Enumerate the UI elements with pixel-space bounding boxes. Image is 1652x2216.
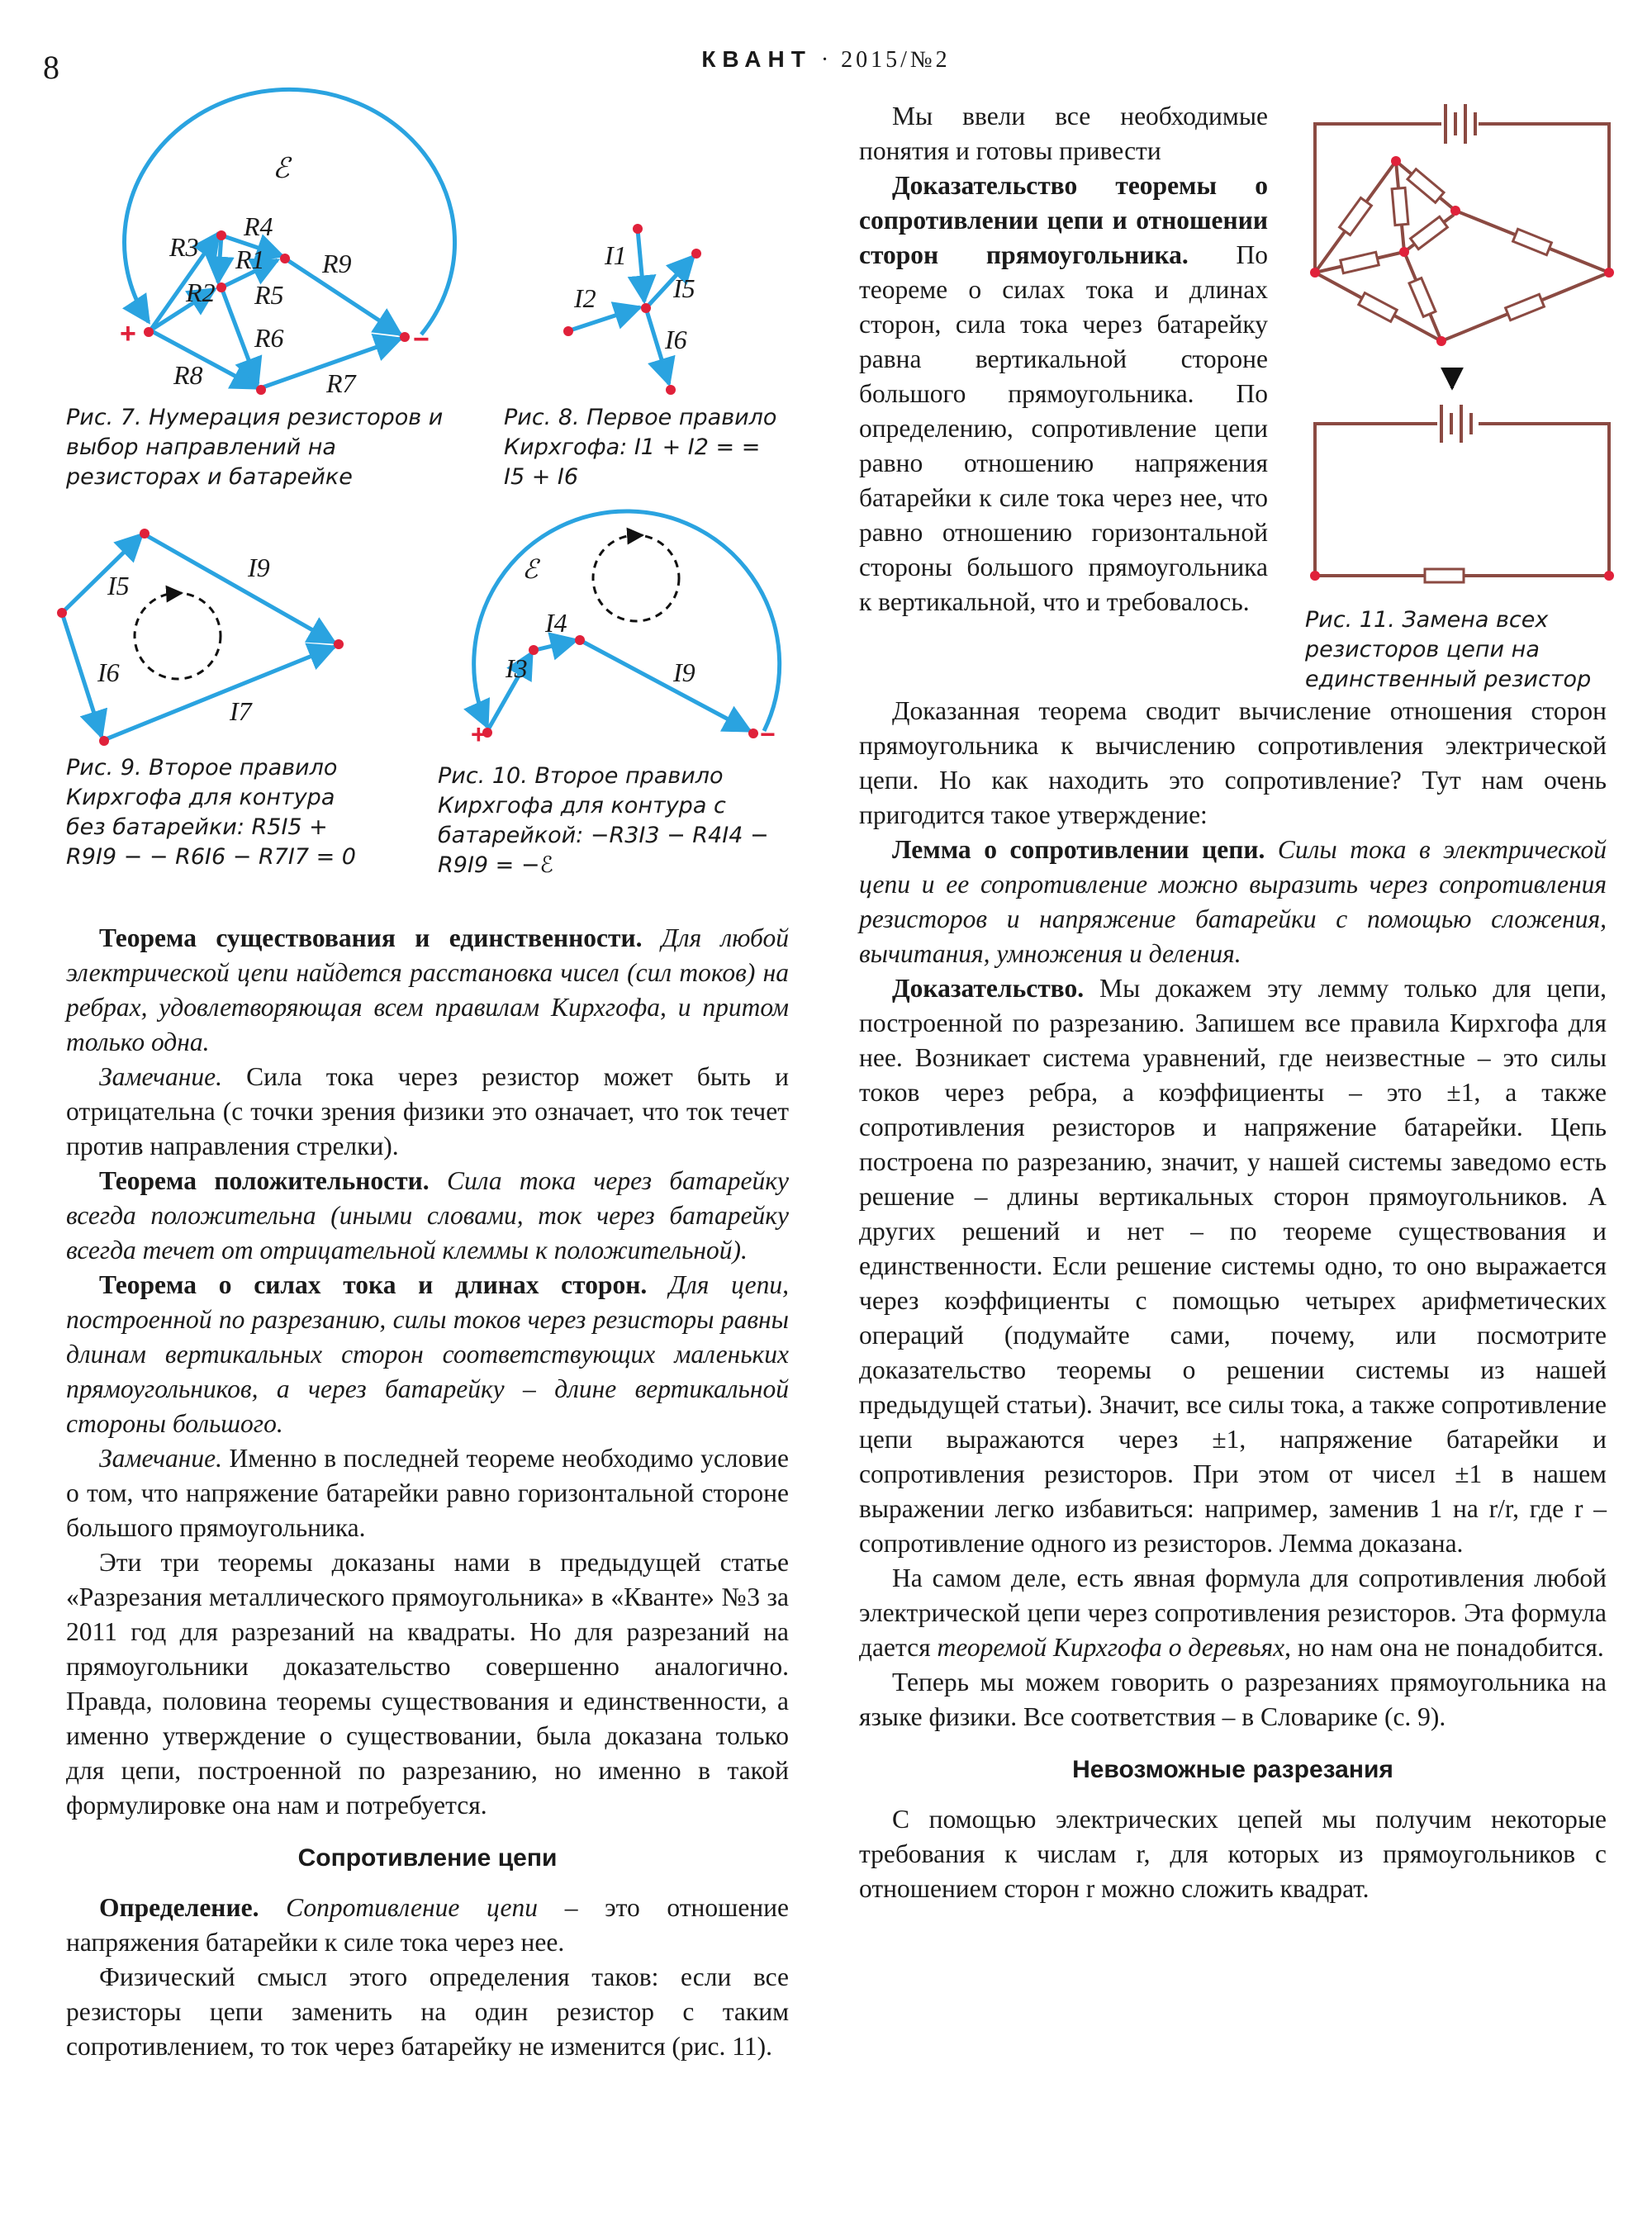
kirchhoff-tree-theorem: теоремой Кирхгофа о деревьях bbox=[937, 1633, 1285, 1662]
wire-i1 bbox=[638, 230, 644, 301]
right-column bbox=[859, 694, 1607, 1906]
figure-10 bbox=[463, 516, 793, 756]
figure-9 bbox=[50, 520, 363, 752]
node bbox=[691, 249, 701, 259]
resistor bbox=[1411, 216, 1448, 249]
loop-circle bbox=[593, 535, 679, 621]
node bbox=[575, 635, 585, 645]
figure-8 bbox=[545, 215, 727, 396]
node-plus bbox=[144, 327, 154, 337]
figure-11 bbox=[1305, 91, 1627, 586]
theorem-title: Теорема существования и единственности. bbox=[99, 923, 643, 952]
battery-symbol-top bbox=[1446, 104, 1475, 144]
label-i3: I3 bbox=[506, 653, 528, 683]
loop-circle bbox=[135, 593, 221, 679]
figure-10-diagram bbox=[463, 516, 793, 756]
paragraph-intro: Мы ввели все необходимые понятия и готовы привести bbox=[859, 102, 1268, 165]
node bbox=[1399, 247, 1409, 257]
node bbox=[1310, 571, 1320, 581]
node bbox=[1436, 336, 1446, 346]
figure-7-caption: Рис. 7. Нумерация резисторов и выбор направлений на резисторах и батарейке bbox=[66, 405, 444, 490]
proof-theorem-resistance bbox=[859, 168, 1268, 619]
figure-10-caption: Рис. 10. Второе правило Кирхгофа для контура с батарейкой: −R3I3 − R4I4 − R9I9 = −ℰ bbox=[438, 763, 769, 878]
resistor bbox=[1513, 229, 1552, 254]
figure-11-caption: Рис. 11. Замена всех резисторов цепи на единственный резистор bbox=[1305, 607, 1592, 692]
paragraph-requirements: С помощью электрических цепей мы получим некоторые требования к числам r, для которых из прямоугольников с отношением сторон r можно сложить квадрат. bbox=[859, 1805, 1607, 1903]
battery-symbol-bottom bbox=[1441, 405, 1471, 443]
node bbox=[1450, 206, 1460, 216]
remark-text: Именно в последней теореме необходимо условие о том, что напряжение батарейки равно горизонтальной стороне большого прямоугольника. bbox=[66, 1444, 789, 1542]
label-r5: R5 bbox=[254, 280, 284, 310]
label-i1: I1 bbox=[605, 240, 627, 270]
node bbox=[641, 303, 651, 313]
wire-i9 bbox=[145, 534, 335, 643]
simplified-circuit bbox=[1315, 424, 1609, 576]
right-column-top bbox=[859, 99, 1268, 619]
node bbox=[1604, 571, 1614, 581]
label-r6: R6 bbox=[254, 323, 284, 353]
wire-r1 bbox=[218, 235, 221, 282]
node bbox=[57, 608, 67, 618]
label-i5: I5 bbox=[673, 273, 695, 303]
resistor bbox=[1359, 293, 1397, 322]
node bbox=[140, 529, 150, 539]
resistor bbox=[1392, 187, 1408, 225]
figure-11-diagram bbox=[1305, 91, 1627, 586]
section-heading-resistance: Сопротивление цепи bbox=[297, 1844, 558, 1872]
emf-label: ℰ bbox=[273, 154, 290, 184]
proof-text: Мы докажем эту лемму только для цепи, построенной по разрезанию. Запишем все правила Кирхгофа для нее. Возникает система уравнений, где неизвестные – это силы токов через ребра, а коэффициенты – это ±1, а также сопротивления резисторов и напряжение батарейки. Цепь построена по разрезанию, значит, у нашей системы заведомо есть решение – длины вертикальных сторон прямоугольников. А других решений и нет – по теореме существования и единственности. Если решение системы одно, то оно выражается через коэффициенты с помощью четырех арифметических операций (подумайте сами, почему, или посмотрите доказательство теоремы о решении системы из нашей предыдущей статьи). Значит, все силы тока, а также сопротивление цепи выражаются через ±1, напряжение батарейки и сопротивления резисторов. При этом от чисел ±1 в нашем выражении легко избавиться: например, заменив 1 на r/r, где r – сопротивление одного из резисторов. Лемма доказана. bbox=[859, 974, 1607, 1558]
theorem-positivity bbox=[66, 1164, 789, 1268]
proof-title: Доказательство. bbox=[892, 974, 1085, 1003]
section-heading-impossible: Невозможные разрезания bbox=[1072, 1756, 1393, 1783]
node bbox=[256, 385, 266, 395]
remark-2 bbox=[66, 1441, 789, 1545]
emf-label: ℰ bbox=[522, 554, 539, 584]
page-number: 8 bbox=[43, 49, 59, 86]
node bbox=[99, 736, 109, 746]
label-r9: R9 bbox=[322, 249, 352, 278]
issue-number: · 2015/№2 bbox=[820, 47, 951, 73]
label-r4: R4 bbox=[244, 211, 273, 241]
theorem-title: Теорема о силах тока и длинах сторон. bbox=[99, 1270, 648, 1299]
label-r7: R7 bbox=[326, 368, 356, 398]
node-minus bbox=[748, 728, 758, 738]
paragraph-proved: Эти три теоремы доказаны нами в предыдущей статье «Разрезания металлического прямоугольника» в «Кванте» №3 за 2011 год для разрезаний на квадраты. Но для разрезаний на прямоугольники доказательство совершенно аналогично. Правда, половина теоремы существования и единственности, а именно утверждение о существовании, была доказана только для цепи, построенной по разрезанию, но именно в такой формулировке она нам и потребуется. bbox=[66, 1548, 789, 1820]
figure-8-diagram bbox=[545, 215, 727, 396]
theorem-text: Сила тока через батарейку всегда положительна (иными словами, ток через батарейку всегда течет от отрицательной клеммы к положительной). bbox=[66, 1166, 789, 1265]
paragraph-reduces: Доказанная теорема сводит вычисление отношения сторон прямоугольника к вычислению сопротивления электрической цепи. Но как находить это сопротивление? Тут нам очень пригодится такое утверждение: bbox=[859, 696, 1607, 829]
node bbox=[1391, 156, 1401, 166]
figure-8-caption: Рис. 8. Первое правило Кирхгофа: I1 + I2 = = I5 + I6 bbox=[504, 405, 777, 490]
label-r1: R1 bbox=[235, 244, 265, 274]
left-column bbox=[66, 921, 789, 2064]
theorem-title: Теорема положительности. bbox=[99, 1166, 430, 1195]
node bbox=[334, 639, 344, 649]
wire-i4 bbox=[535, 640, 577, 650]
resistor bbox=[1409, 278, 1436, 317]
figure-7-diagram bbox=[116, 107, 479, 405]
node bbox=[1604, 268, 1614, 278]
label-r3: R3 bbox=[169, 232, 199, 262]
figure-7 bbox=[116, 107, 479, 405]
wire-i6 bbox=[62, 613, 102, 737]
remark-label: Замечание. bbox=[99, 1444, 223, 1473]
label-i5: I5 bbox=[107, 571, 130, 600]
label-i6: I6 bbox=[97, 657, 120, 687]
wire-top-left bbox=[1315, 124, 1441, 273]
figure-9-caption: Рис. 9. Второе правило Кирхгофа для контура без батарейки: R5I5 + R9I9 − − R6I6 − R7I7 = 0 bbox=[66, 755, 356, 870]
theorem-currents-sides bbox=[66, 1268, 789, 1441]
paragraph-explicit-formula bbox=[859, 1561, 1607, 1665]
node bbox=[563, 326, 573, 336]
battery-arc bbox=[474, 511, 780, 731]
minus-sign: − bbox=[413, 324, 430, 355]
remark-text: Сила тока через резистор может быть и отрицательна (с точки зрения физики это означает, что ток течет против направления стрелки). bbox=[66, 1062, 789, 1160]
resistor bbox=[1408, 169, 1444, 203]
resistor bbox=[1341, 252, 1379, 273]
label-i4: I4 bbox=[545, 608, 567, 638]
wire-i7 bbox=[106, 647, 335, 739]
resistor bbox=[1340, 197, 1372, 235]
lemma-text: Силы тока в электрической цепи и ее сопротивление можно выразить через сопротивления резисторов и напряжение батарейки с помощью сложения, вычитания, умножения и деления. bbox=[859, 835, 1607, 968]
label-i2: I2 bbox=[574, 283, 596, 313]
proof-lemma bbox=[859, 971, 1607, 1561]
plus-sign: + bbox=[120, 318, 136, 349]
label-i9: I9 bbox=[673, 657, 695, 687]
figure-9-diagram bbox=[50, 520, 363, 752]
wire-i9 bbox=[580, 640, 750, 731]
proof-title: Доказательство теоремы о сопротивлении цепи и отношении сторон прямоугольника. bbox=[859, 171, 1268, 269]
node bbox=[529, 645, 539, 655]
loop-direction-arrow bbox=[168, 593, 182, 594]
formula-text-a: На самом деле, есть явная формула для сопротивления любой электрической цепи через сопротивления резисторов. Эта формула дается bbox=[859, 1564, 1607, 1662]
magazine-name: КВАНТ bbox=[701, 46, 812, 72]
node-minus bbox=[400, 332, 410, 342]
paragraph-physics-language: Теперь мы можем говорить о разрезаниях прямоугольника на языке физики. Все соответствия – в Словарике (с. 9). bbox=[859, 1668, 1607, 1731]
node bbox=[1310, 268, 1320, 278]
node bbox=[216, 282, 226, 292]
loop-direction-arrow bbox=[628, 535, 643, 536]
single-resistor bbox=[1425, 569, 1464, 582]
label-r2: R2 bbox=[186, 278, 216, 307]
label-i6: I6 bbox=[665, 325, 687, 354]
minus-sign: − bbox=[760, 719, 776, 749]
label-i9: I9 bbox=[248, 553, 270, 582]
theorem-text: Для любой электрической цепи найдется расстановка чисел (сил токов) на ребрах, удовлетворяющая всем правилам Кирхгофа, и притом только одна. bbox=[66, 923, 789, 1056]
node bbox=[216, 230, 226, 240]
theorem-existence bbox=[66, 921, 789, 1060]
node bbox=[280, 254, 290, 263]
definition-text: – это отношение напряжения батарейки к силе тока через нее. bbox=[66, 1893, 789, 1957]
plus-sign: + bbox=[471, 719, 487, 749]
node bbox=[633, 224, 643, 234]
paragraph-physical-meaning: Физический смысл этого определения таков: если все резисторы цепи заменить на один резистор с таким сопротивлением, то ток через батарейку не изменится (рис. 11). bbox=[66, 1962, 789, 2061]
lemma-title: Лемма о сопротивлении цепи. bbox=[892, 835, 1265, 864]
definition-term: Сопротивление цепи bbox=[259, 1893, 539, 1922]
formula-text-b: , но нам она не понадобится. bbox=[1284, 1633, 1604, 1662]
resistor bbox=[1506, 294, 1545, 320]
definition-title: Определение. bbox=[99, 1893, 259, 1922]
lemma-resistance bbox=[859, 833, 1607, 971]
definition bbox=[66, 1891, 789, 1960]
label-r8: R8 bbox=[173, 360, 203, 390]
remark-1 bbox=[66, 1060, 789, 1164]
label-i7: I7 bbox=[230, 696, 252, 726]
remark-label: Замечание. bbox=[99, 1062, 223, 1091]
theorem-text: Для цепи, построенной по разрезанию, силы токов через резисторы равны длинам вертикальных сторон соответствующих маленьких прямоугольников, а через батарейку – длине вертикальной стороны большого. bbox=[66, 1270, 789, 1438]
wire-i5 bbox=[62, 534, 142, 613]
proof-text: По теореме о силах тока и длинах сторон, сила тока через батарейку равна вертикальной стороне большого прямоугольника. По определению, сопротивление цепи равно отношению напряжения батарейки к силе тока через нее, что равно отношению горизонтальной стороны большого прямоугольника к вертикальной, что и требовалось. bbox=[859, 240, 1269, 616]
running-header bbox=[578, 46, 1074, 74]
node bbox=[666, 385, 676, 395]
